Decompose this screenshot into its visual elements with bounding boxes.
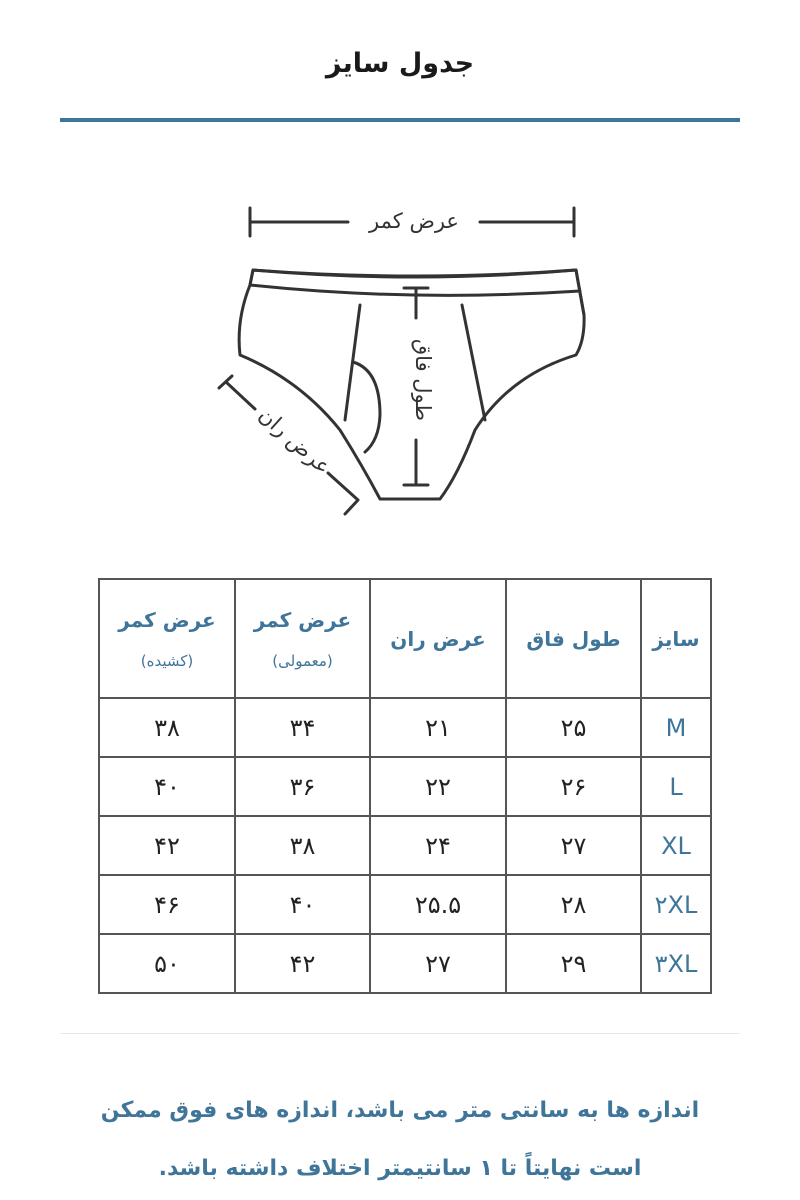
cell-waist-stretched: ۴۰	[99, 757, 235, 816]
thigh-width-label: عرض ران	[254, 402, 336, 480]
cell-waist-stretched: ۵۰	[99, 934, 235, 993]
table-row	[99, 816, 711, 875]
table-header-row	[99, 579, 711, 698]
cell-size: ۳XL	[641, 934, 711, 993]
cell-waist-normal: ۳۴	[235, 698, 370, 757]
cell-thigh-width: ۲۲	[370, 757, 506, 816]
cell-thigh-width: ۲۱	[370, 698, 506, 757]
header-waist-stretched-label: عرض کمر	[118, 607, 216, 632]
cell-size: XL	[641, 816, 711, 875]
header-crotch-length-label: طول فاق	[526, 626, 621, 651]
cell-crotch-length: ۲۵	[506, 698, 641, 757]
cell-waist-stretched: ۳۸	[99, 698, 235, 757]
cell-thigh-width: ۲۵.۵	[370, 875, 506, 934]
header-waist-stretched-note: (کشیده)	[140, 651, 194, 670]
pouch-curve	[353, 362, 380, 452]
size-note-line-2: است نهایتاً تا ۱ سانتیمتر اختلاف داشته باشد.	[158, 1156, 642, 1181]
cell-waist-stretched: ۴۲	[99, 816, 235, 875]
cell-crotch-length: ۲۶	[506, 757, 641, 816]
cell-waist-normal: ۳۶	[235, 757, 370, 816]
table-row	[99, 757, 711, 816]
cell-thigh-width: ۲۴	[370, 816, 506, 875]
header-crotch-length	[506, 579, 641, 698]
cell-crotch-length: ۲۸	[506, 875, 641, 934]
crotch-length-label: طول فاق	[411, 338, 435, 422]
header-thigh-width	[370, 579, 506, 698]
garment-diagram	[200, 190, 600, 540]
cell-waist-normal: ۴۲	[235, 934, 370, 993]
cell-waist-stretched: ۴۶	[99, 875, 235, 934]
header-size-label: سایز	[652, 626, 700, 651]
header-waist-normal	[235, 579, 370, 698]
header-size	[641, 579, 711, 698]
cell-waist-normal: ۳۸	[235, 816, 370, 875]
cell-crotch-length: ۲۹	[506, 934, 641, 993]
header-waist-stretched	[99, 579, 235, 698]
cell-size: M	[641, 698, 711, 757]
cell-thigh-width: ۲۷	[370, 934, 506, 993]
waist-width-label: عرض کمر	[369, 209, 459, 233]
footer-divider	[60, 1033, 740, 1034]
cell-waist-normal: ۴۰	[235, 875, 370, 934]
header-thigh-width-label: عرض ران	[390, 626, 486, 651]
page-title: جدول سایز	[325, 48, 475, 79]
size-note	[60, 1082, 740, 1198]
title-divider	[60, 118, 740, 122]
table-row	[99, 875, 711, 934]
size-chart-table	[98, 578, 712, 994]
header-waist-normal-label: عرض کمر	[253, 607, 352, 632]
table-row	[99, 698, 711, 757]
size-note-line-1: اندازه ها به سانتی متر می باشد، اندازه های فوق ممکن	[100, 1098, 700, 1123]
cell-size: L	[641, 757, 711, 816]
header-waist-normal-note: (معمولی)	[272, 651, 333, 670]
briefs-illustration	[200, 190, 600, 540]
table-row	[99, 934, 711, 993]
cell-crotch-length: ۲۷	[506, 816, 641, 875]
cell-size: ۲XL	[641, 875, 711, 934]
